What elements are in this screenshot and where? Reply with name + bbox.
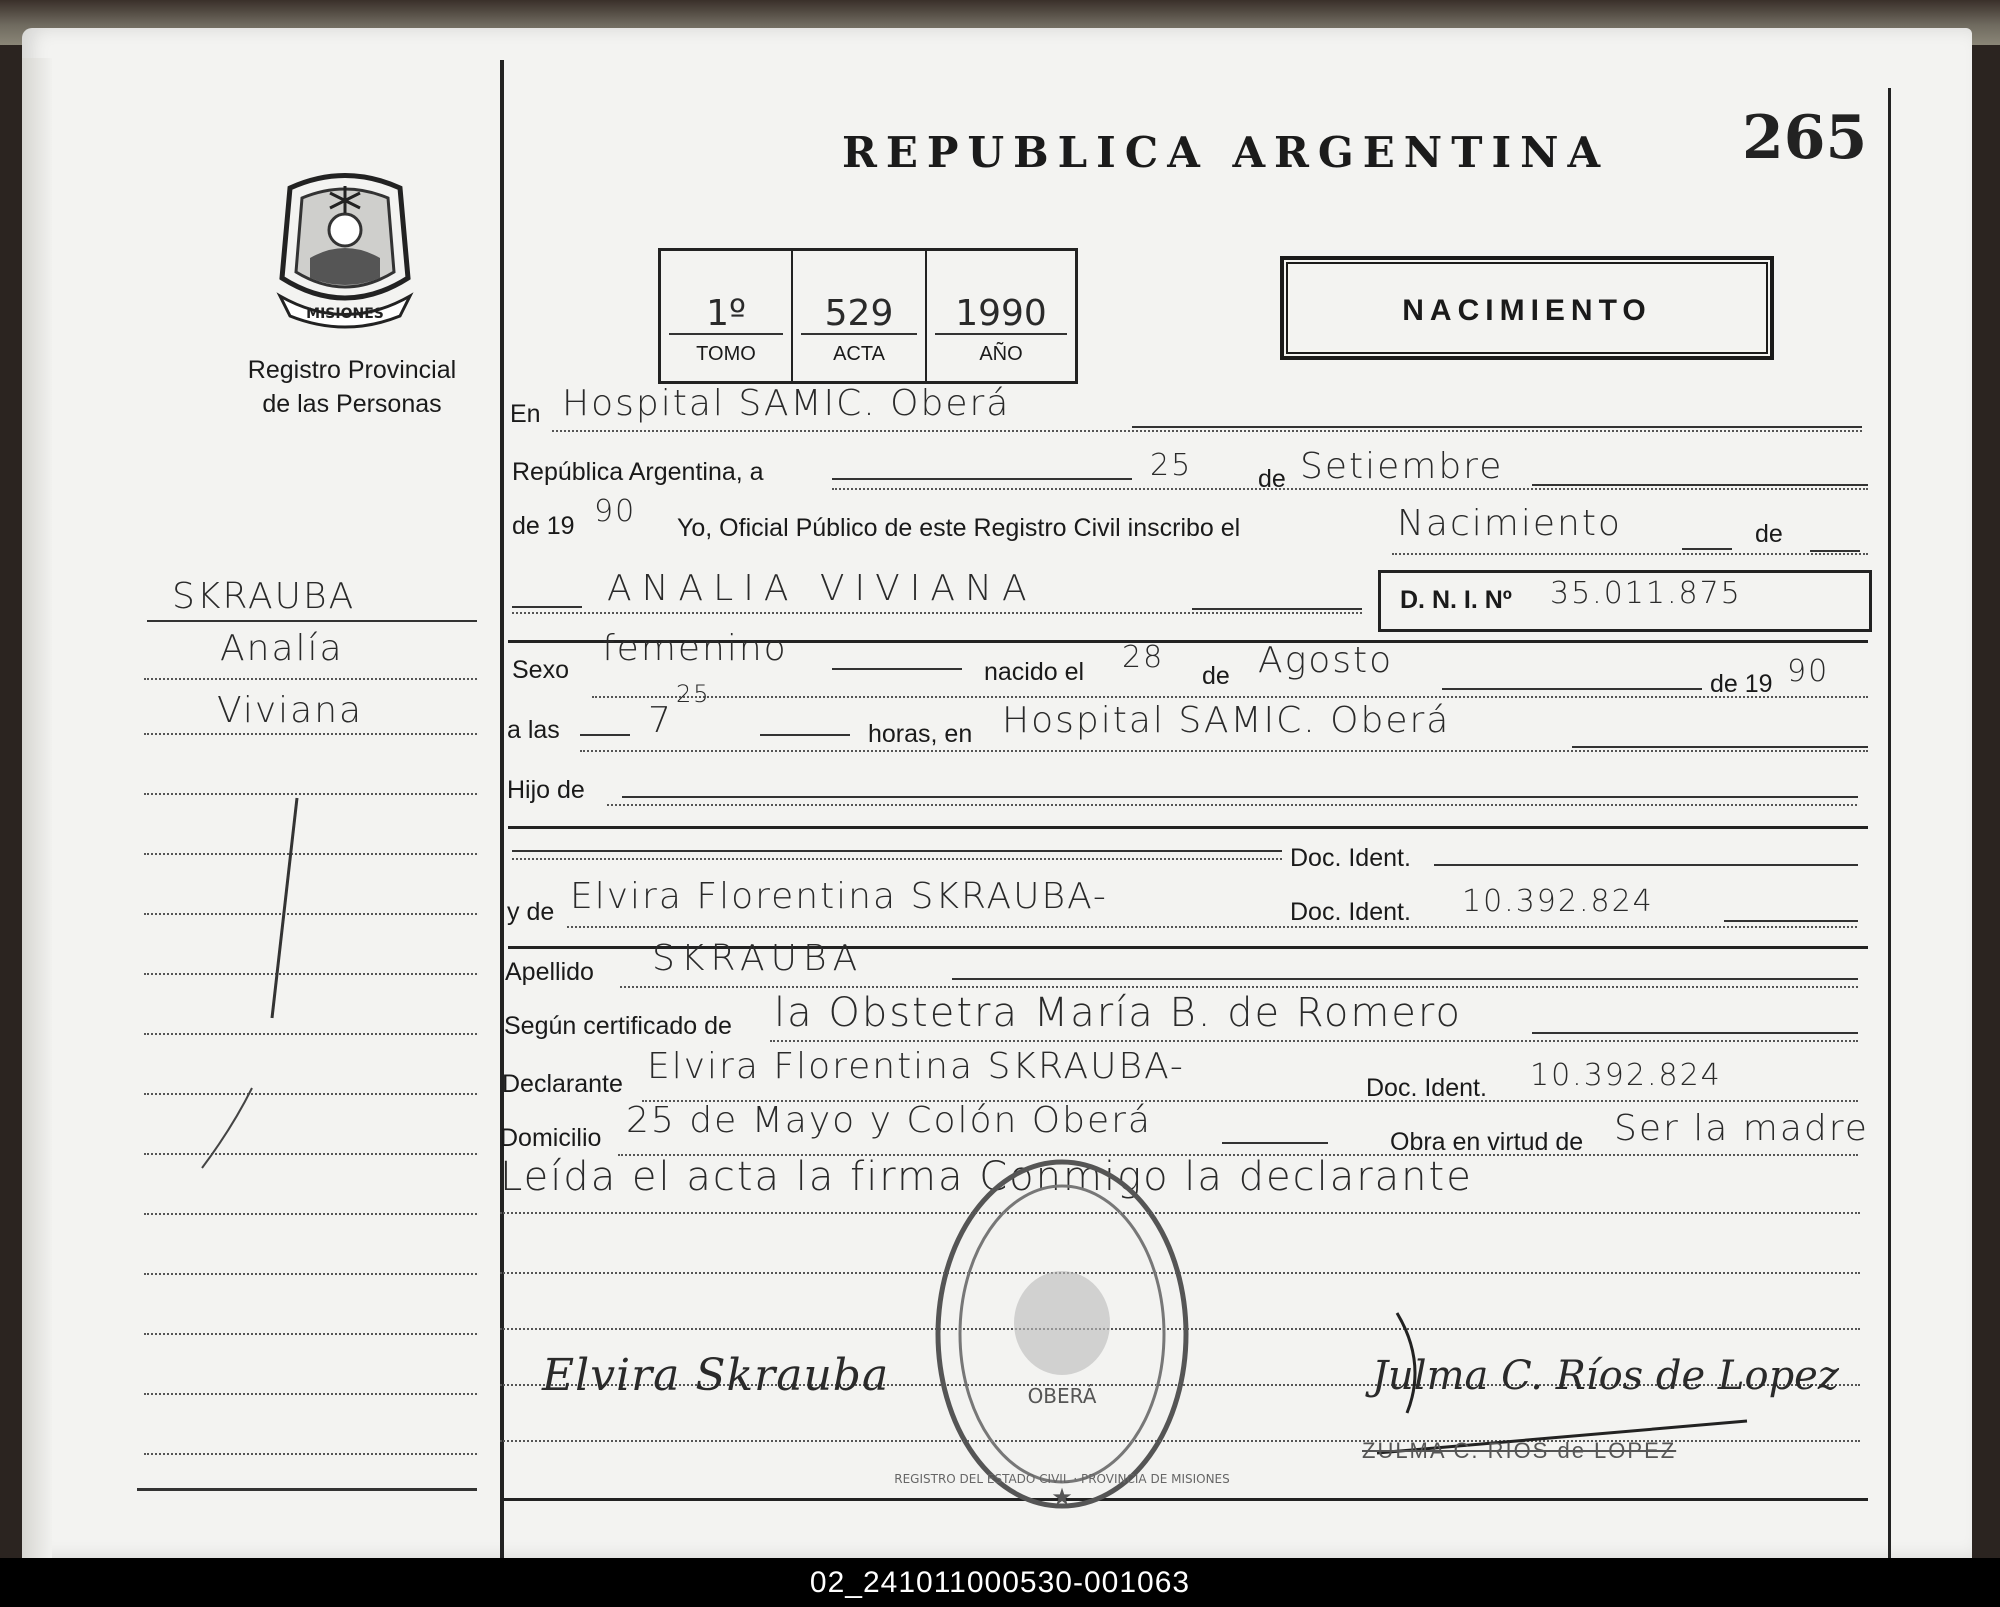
officer-printed-name: ZULMA C. RIOS de LOPEZ xyxy=(1362,1438,1677,1463)
mother-name: Elvira Florentina SKRAUBA- xyxy=(570,876,1108,917)
declarante-doc-label: Doc. Ident. xyxy=(1366,1074,1487,1102)
en-value: Hospital SAMIC. Oberá xyxy=(562,383,1011,424)
domicilio-label: Domicilio xyxy=(500,1124,602,1152)
nacido-label: nacido el xyxy=(984,658,1085,686)
stamp-center-text: OBERÁ xyxy=(1027,1384,1097,1408)
record-type: NACIMIENTO xyxy=(1402,294,1652,327)
officer-signature: Julma C. Ríos de Lopez xyxy=(1372,1353,1839,1399)
certificado-value: la Obstetra María B. de Romero xyxy=(774,990,1462,1036)
domicilio-value: 25 de Mayo y Colón Oberá xyxy=(626,1100,1152,1141)
divider-right xyxy=(1888,88,1891,1558)
registry-line1: Registro Provincial xyxy=(247,356,457,384)
birth-month: Agosto xyxy=(1258,640,1394,681)
sexo-label: Sexo xyxy=(512,656,569,684)
birth-de-label: de xyxy=(1202,662,1230,690)
birth-year-prefix: de 19 xyxy=(1710,670,1773,698)
registry-line2: de las Personas xyxy=(262,390,442,418)
dni-value: 35.011.875 xyxy=(1550,576,1742,611)
record-de-label: de xyxy=(1258,465,1286,493)
birth-place: Hospital SAMIC. Oberá xyxy=(1002,700,1451,741)
acta-label: ACTA xyxy=(833,343,885,365)
declarant-signature: Elvira Skrauba xyxy=(542,1350,890,1401)
mother-doc-label: Doc. Ident. xyxy=(1290,898,1411,926)
mother-doc: 10.392.824 xyxy=(1462,884,1654,919)
margin-surname: SKRAUBA xyxy=(172,576,356,617)
page-number: 265 xyxy=(1742,103,1868,173)
anio-label: AÑO xyxy=(979,343,1023,365)
a-las-label: a las xyxy=(507,716,560,744)
closing-text: Leída el acta la firma Conmigo la declarante xyxy=(500,1154,1473,1200)
birth-year-suffix: 90 xyxy=(1787,654,1830,689)
tomo-value: 1º xyxy=(706,293,746,334)
divider-left xyxy=(500,60,504,1560)
horas-label: horas, en xyxy=(868,720,973,748)
margin-middle-name: Viviana xyxy=(217,690,364,731)
birth-hour: 7 xyxy=(648,700,673,741)
emblem-text: MISIONES xyxy=(306,306,384,322)
child-name: ANALIA VIVIANA xyxy=(607,568,1037,609)
en-label: En xyxy=(510,400,541,428)
declarante-label: Declarante xyxy=(502,1070,623,1098)
record-day: 25 xyxy=(1150,448,1193,483)
declarante-value: Elvira Florentina SKRAUBA- xyxy=(647,1046,1185,1087)
tomo-cell xyxy=(661,251,793,381)
declarante-doc: 10.392.824 xyxy=(1530,1058,1722,1093)
document-title: REPUBLICA ARGENTINA xyxy=(842,128,1610,177)
birth-minutes: 25 xyxy=(676,680,711,708)
y-de-label: y de xyxy=(507,898,555,926)
margin-first-name: Analía xyxy=(220,628,344,669)
registration-table xyxy=(658,248,1078,384)
record-word: Nacimiento xyxy=(1397,503,1622,544)
tomo-label: TOMO xyxy=(696,343,756,365)
image-caption: 02_241011000530-001063 xyxy=(0,1558,2000,1607)
obra-label: Obra en virtud de xyxy=(1390,1128,1584,1156)
record-type-box xyxy=(1280,256,1774,360)
page-left-edge xyxy=(22,58,52,1588)
certificate-page xyxy=(22,28,1972,1558)
stamp-ring-text: REGISTRO DEL ESTADO CIVIL · PROVINCIA DE MISIONES xyxy=(894,1472,1230,1486)
official-stamp xyxy=(894,1153,1230,1515)
margin-strike-mark xyxy=(172,788,372,1188)
year-suffix: 90 xyxy=(594,494,637,529)
apellido-label: Apellido xyxy=(505,958,594,986)
certificado-label: Según certificado de xyxy=(504,1012,732,1040)
anio-value: 1990 xyxy=(955,293,1047,334)
svg-text:★: ★ xyxy=(1051,1484,1073,1511)
yo-text: Yo, Oficial Público de este Registro Civil inscribo el xyxy=(677,514,1241,542)
acta-cell xyxy=(793,251,927,381)
hijo-label: Hijo de xyxy=(507,776,585,804)
acta-value: 529 xyxy=(824,293,894,334)
dni-label: D. N. I. Nº xyxy=(1400,586,1512,614)
obra-value: Ser la madre xyxy=(1614,1108,1869,1149)
registry-name xyxy=(197,353,507,421)
record-month: Setiembre xyxy=(1300,446,1504,487)
republica-label: República Argentina, a xyxy=(512,458,764,486)
misiones-coat-of-arms-icon xyxy=(270,168,420,338)
father-doc-label: Doc. Ident. xyxy=(1290,844,1411,872)
birth-day: 28 xyxy=(1122,640,1165,675)
anio-cell xyxy=(927,251,1075,381)
year-prefix: de 19 xyxy=(512,512,575,540)
de-word: de xyxy=(1755,520,1783,548)
apellido-value: SKRAUBA xyxy=(652,938,864,979)
sexo-value: femenino xyxy=(602,628,788,669)
